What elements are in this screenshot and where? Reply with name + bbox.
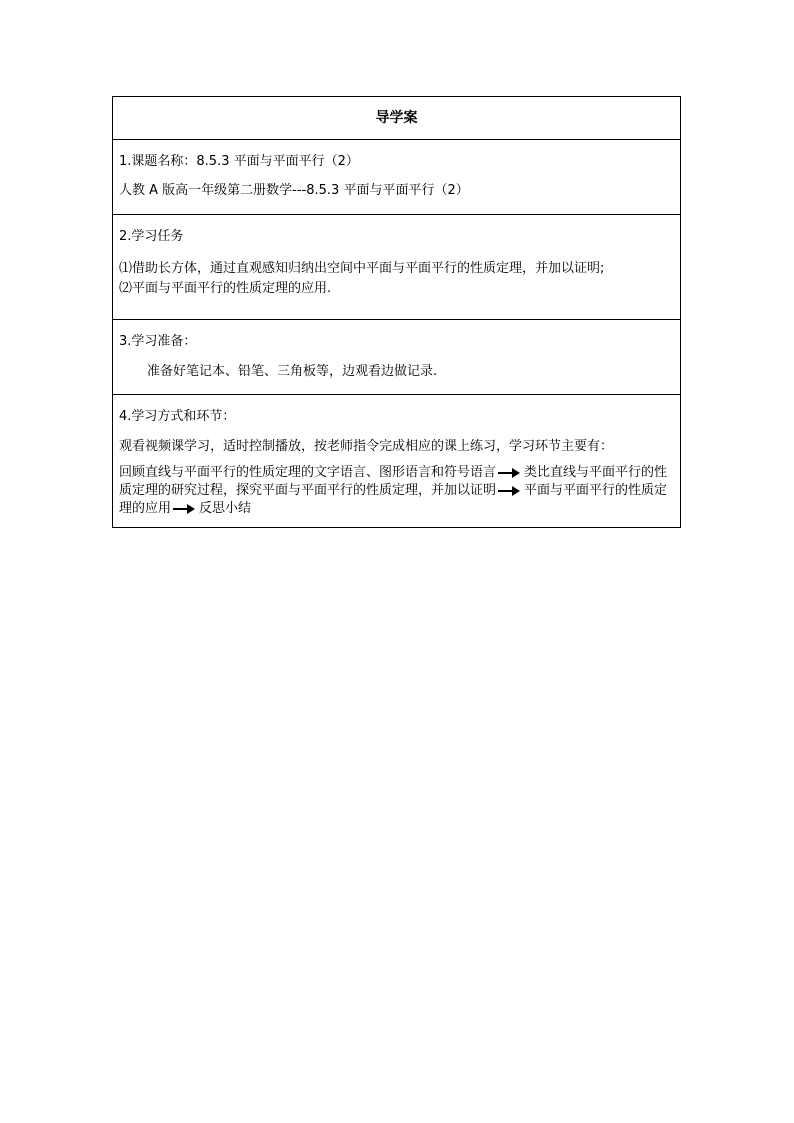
arrow-right-icon xyxy=(498,486,520,496)
section-tasks xyxy=(113,215,681,320)
topic-text: 人教 A 版高一年级第二册数学---8.5.3 平面与平面平行（2） xyxy=(119,183,469,198)
method-intro: 观看视频课学习，适时控制播放，按老师指令完成相应的课上练习，学习环节主要有： xyxy=(119,439,614,454)
task-item-2: ⑵平面与平面平行的性质定理的应用. xyxy=(119,281,332,296)
section-method xyxy=(113,395,681,528)
method-steps xyxy=(119,464,674,518)
section-topic xyxy=(113,140,681,215)
preparation-text: 准备好笔记本、铅笔、三角板等，边观看边做记录. xyxy=(147,364,438,379)
task-item-1: ⑴借助长方体，通过直观感知归纳出空间中平面与平面平行的性质定理，并加以证明; xyxy=(119,261,605,276)
document-title: 导学案 xyxy=(113,97,681,140)
step-1: 回顾直线与平面平行的性质定理的文字语言、图形语言和符号语言 xyxy=(119,465,497,480)
arrow-right-icon xyxy=(173,504,195,514)
tasks-heading: 2.学习任务 xyxy=(119,229,184,244)
method-heading: 4.学习方式和环节： xyxy=(119,409,236,424)
step-2: 类比直线与平面平行的性质定理的研究过程，探究平面与平面平行的性质定理，并加以证明 xyxy=(119,465,668,498)
section-preparation xyxy=(113,320,681,395)
study-guide-table xyxy=(112,96,681,528)
step-3: 平面与平面平行的性质定理的应用 xyxy=(119,483,668,516)
preparation-heading: 3.学习准备： xyxy=(119,334,197,349)
arrow-right-icon xyxy=(498,468,520,478)
step-4: 反思小结 xyxy=(199,501,252,516)
topic-heading: 1.课题名称：8.5.3 平面与平面平行（2） xyxy=(119,154,359,169)
